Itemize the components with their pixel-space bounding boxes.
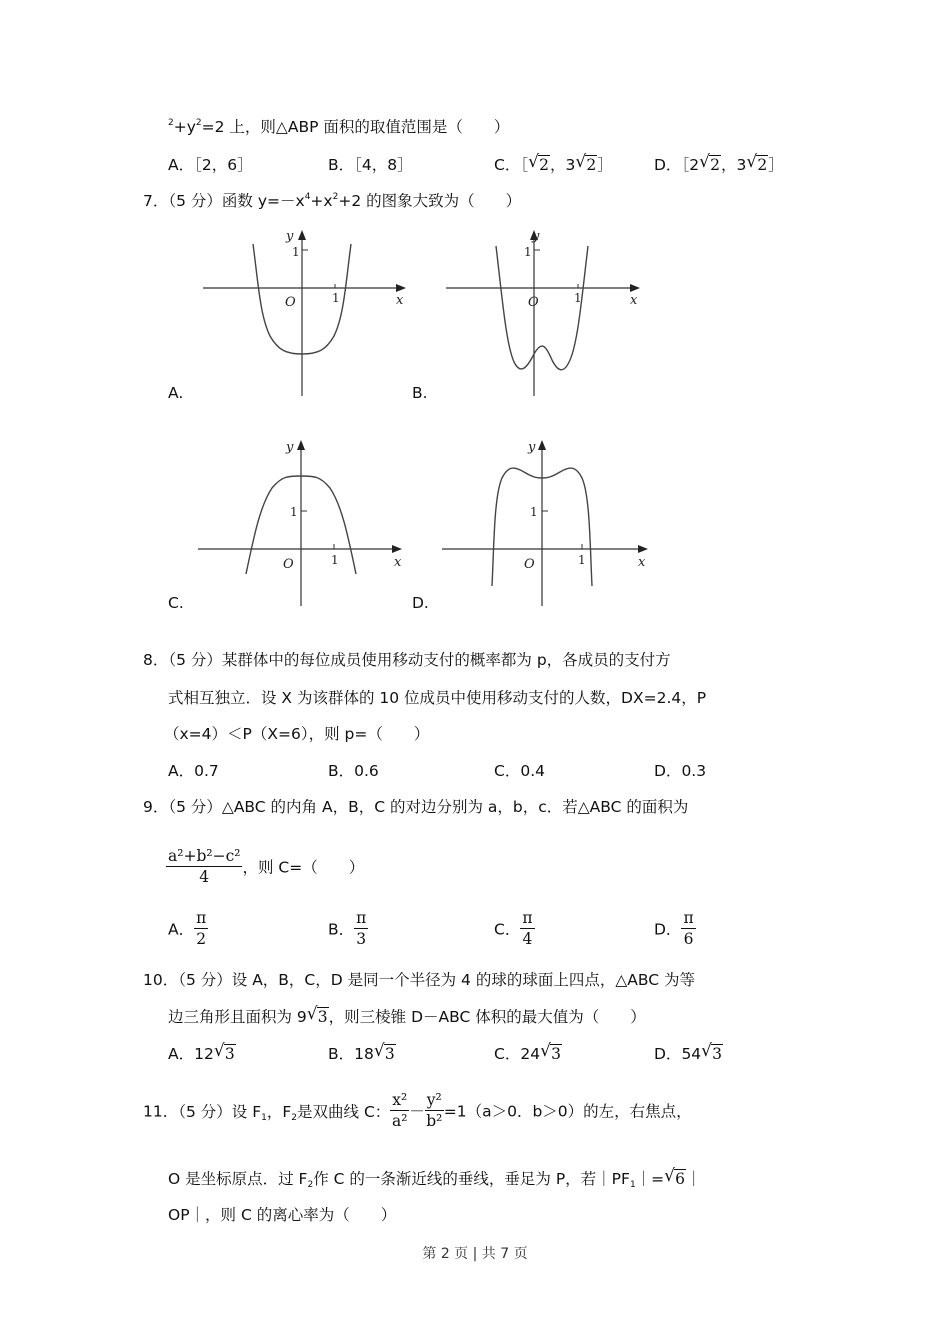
fraction-denominator: 2 (196, 930, 207, 948)
q10-option-a[interactable] (168, 1043, 236, 1065)
q9-stem-line2 (166, 846, 364, 887)
q11-text (178, 1103, 390, 1121)
fraction-denominator: a² (392, 1112, 408, 1130)
fraction-denominator: 4 (522, 930, 533, 948)
fraction-numerator: π (522, 909, 533, 927)
radicand: 3 (712, 1045, 723, 1063)
q7-text: （5 分）函数 y=－x (168, 192, 305, 210)
subscript: 2 (307, 1180, 314, 1190)
option-label: C． (494, 762, 521, 780)
graph-d-plot (442, 436, 652, 608)
sqrt-symbol (529, 154, 550, 176)
option-fraction (520, 908, 534, 949)
q10-option-c[interactable] (494, 1043, 562, 1065)
svg-text:1: 1 (524, 245, 532, 259)
sqrt-symbol (665, 1169, 686, 1189)
area-fraction (166, 846, 242, 887)
option-label: C． (494, 156, 521, 174)
svg-text:O: O (285, 295, 296, 310)
option-value: 12 (194, 1045, 214, 1063)
q7-text: +2 的图象大致为（ ） (338, 192, 522, 210)
q9-option-a[interactable] (168, 908, 208, 949)
superscript: 2 (332, 192, 339, 202)
hyperbola-x-fraction (390, 1090, 409, 1131)
svg-text:1: 1 (331, 553, 339, 567)
sqrt-symbol (375, 1043, 396, 1065)
q10-option-b[interactable] (328, 1043, 396, 1065)
q7-option-c-label[interactable]: C. (168, 594, 184, 612)
radicand: 2 (757, 156, 768, 174)
graph-b-plot (444, 226, 654, 398)
option-value: ［ (520, 156, 529, 174)
svg-text:y: y (528, 440, 536, 455)
option-value: ］ (597, 156, 613, 174)
question-number: 7． (143, 192, 169, 210)
question-number: 8． (143, 651, 169, 669)
option-label: D． (654, 762, 682, 780)
question-number: 9． (143, 798, 169, 816)
subscript: 2 (291, 1112, 298, 1123)
svg-text:1: 1 (290, 505, 298, 519)
q11-stem-line3: OP｜，则 C 的离心率为（ ） (168, 1206, 397, 1224)
fraction-denominator: b² (426, 1112, 443, 1130)
fraction-numerator: π (196, 909, 207, 927)
radicand: 3 (551, 1045, 561, 1063)
fraction-numerator: x² (392, 1091, 408, 1109)
q7-graph-b[interactable] (444, 226, 654, 398)
q7-stem (143, 191, 521, 211)
q7-option-a-label[interactable]: A. (168, 384, 184, 402)
option-value: ［2，6］ (194, 156, 253, 174)
q6-option-c[interactable] (494, 154, 613, 176)
svg-text:O: O (528, 295, 539, 310)
fraction-numerator: a²+b²−c² (168, 847, 241, 865)
question-number: 10． (143, 971, 179, 989)
graph-c-plot (198, 436, 408, 608)
option-label: B． (328, 762, 355, 780)
q11-text: =1（a＞0．b＞0）的左，右焦点， (443, 1102, 692, 1121)
sqrt-symbol (308, 1007, 329, 1027)
option-label: B． (328, 920, 355, 939)
q9-option-d[interactable] (654, 908, 696, 949)
radicand: 6 (675, 1170, 686, 1188)
option-label: B． (328, 1045, 355, 1063)
option-value: 0.7 (194, 762, 219, 780)
fraction-denominator: 3 (356, 930, 367, 948)
q11-text: 作 C 的一条渐近线的垂线，垂足为 P，若｜PF (313, 1170, 630, 1188)
q8-stem-line1 (143, 650, 671, 670)
hyperbola-y-fraction (425, 1090, 444, 1131)
question-number: 11． (143, 1102, 179, 1121)
option-label: A． (168, 156, 195, 174)
option-label: D． (654, 156, 682, 174)
radicand: 3 (384, 1045, 395, 1063)
option-label: C． (494, 1045, 521, 1063)
option-value: 0.3 (681, 762, 707, 780)
q7-option-b-label[interactable]: B. (412, 384, 428, 402)
q10-text: （5 分）设 A，B，C，D 是同一个半径为 4 的球的球面上四点，△ABC 为等 (178, 971, 695, 989)
superscript: 2 (168, 118, 174, 128)
radicand: 2 (710, 156, 720, 174)
q11-text: O 是坐标原点．过 F (168, 1170, 308, 1188)
q6-text: =2 上，则△ABP 面积的取值范围是（ ） (201, 118, 510, 136)
q10-text: ，则三棱锥 D－ABC 体积的最大值为（ ） (328, 1008, 646, 1026)
subscript: 1 (629, 1180, 636, 1190)
option-fraction (194, 908, 208, 949)
q7-text: +x (310, 192, 333, 210)
q6-option-b[interactable] (328, 154, 413, 176)
option-label: A． (168, 920, 195, 939)
q9-text: ，则 C=（ ） (242, 858, 365, 877)
q7-option-d-label[interactable]: D. (412, 594, 429, 612)
svg-text:1: 1 (332, 291, 340, 305)
q10-option-d[interactable] (654, 1043, 723, 1065)
svg-text:x: x (396, 293, 404, 308)
q6-text: +y (173, 118, 196, 136)
q8-stem-line3: （x=4）＜P（X=6），则 p=（ ） (164, 725, 430, 743)
option-value: ［4，8］ (354, 156, 413, 174)
q11-stem-line1 (143, 1090, 692, 1131)
q8-option-d[interactable] (654, 760, 706, 782)
fraction-denominator: 6 (683, 930, 694, 948)
option-fraction (681, 908, 695, 949)
q8-option-a[interactable] (168, 760, 219, 782)
option-label: D． (654, 920, 682, 939)
q11-text: ｜ (686, 1170, 702, 1188)
q7-graph-d[interactable] (442, 436, 652, 608)
graph-a-plot (200, 226, 410, 398)
svg-text:O: O (524, 557, 535, 572)
option-value: ［2 (681, 156, 700, 174)
q6-stem-tail (168, 117, 509, 137)
q10-stem-line2 (168, 1007, 646, 1027)
sqrt-symbol (215, 1043, 236, 1065)
radicand: 2 (539, 156, 549, 174)
svg-text:y: y (286, 229, 294, 244)
q7-graph-c[interactable] (198, 436, 408, 608)
q8-stem-line2: 式相互独立．设 X 为该群体的 10 位成员中使用移动支付的人数，DX=2.4，P (168, 689, 707, 707)
q11-stem-line2 (168, 1169, 702, 1189)
sqrt-symbol (747, 154, 768, 176)
svg-text:1: 1 (574, 291, 582, 305)
radicand: 3 (317, 1008, 328, 1026)
q10-stem-line1 (143, 970, 695, 990)
fraction-numerator: π (683, 909, 694, 927)
q11-text: 是双曲线 C： (297, 1102, 391, 1121)
q9-stem-line1 (143, 797, 688, 817)
sqrt-symbol (702, 1043, 723, 1065)
svg-text:O: O (283, 557, 294, 572)
option-value: 18 (354, 1045, 374, 1063)
svg-text:y: y (286, 440, 294, 455)
svg-text:x: x (394, 555, 402, 570)
svg-text:1: 1 (530, 505, 538, 519)
sqrt-symbol (576, 154, 597, 176)
superscript: 4 (304, 192, 311, 202)
q10-text: 边三角形且面积为 9 (168, 1008, 307, 1026)
option-label: A． (168, 1045, 195, 1063)
option-value: 54 (681, 1045, 702, 1063)
q9-text: （5 分）△ABC 的内角 A，B，C 的对边分别为 a，b，c．若△ABC 的面积为 (168, 798, 689, 816)
q9-option-c[interactable] (494, 908, 535, 949)
subscript: 1 (261, 1112, 267, 1123)
radicand: 3 (224, 1045, 235, 1063)
sqrt-symbol (700, 154, 721, 176)
option-value: 0.4 (520, 762, 545, 780)
q11-text: ｜= (635, 1170, 665, 1188)
option-value: 24 (520, 1045, 541, 1063)
option-label: D． (654, 1045, 682, 1063)
fraction-numerator: π (356, 909, 367, 927)
minus-sign: － (409, 1102, 425, 1121)
option-value: ，3 (549, 156, 576, 174)
q6-option-a[interactable] (168, 154, 253, 176)
fraction-numerator: y² (426, 1091, 442, 1109)
q11-text: ，F (266, 1102, 292, 1121)
q8-option-b[interactable] (328, 760, 379, 782)
sqrt-symbol (541, 1043, 562, 1065)
option-fraction (354, 908, 368, 949)
fraction-denominator: 4 (199, 868, 210, 886)
page-footer: 第 2 页 | 共 7 页 (422, 1246, 528, 1262)
svg-text:1: 1 (578, 553, 586, 567)
svg-text:x: x (630, 293, 638, 308)
option-value: ，3 (720, 156, 747, 174)
option-label: C． (494, 920, 521, 939)
q7-graph-a[interactable] (200, 226, 410, 398)
svg-text:y: y (532, 229, 540, 244)
svg-text:x: x (638, 555, 646, 570)
svg-text:1: 1 (292, 245, 300, 259)
q9-option-b[interactable] (328, 908, 368, 949)
option-value: 0.6 (354, 762, 379, 780)
option-label: B． (328, 156, 355, 174)
q6-option-d[interactable] (654, 154, 784, 176)
option-label: A． (168, 762, 195, 780)
radicand: 2 (586, 156, 597, 174)
superscript: 2 (195, 118, 202, 128)
option-value: ］ (768, 156, 784, 174)
q11-text: （5 分）设 F (178, 1102, 262, 1121)
q8-text: （5 分）某群体中的每位成员使用移动支付的概率都为 p，各成员的支付方 (168, 651, 671, 669)
q8-option-c[interactable] (494, 760, 545, 782)
